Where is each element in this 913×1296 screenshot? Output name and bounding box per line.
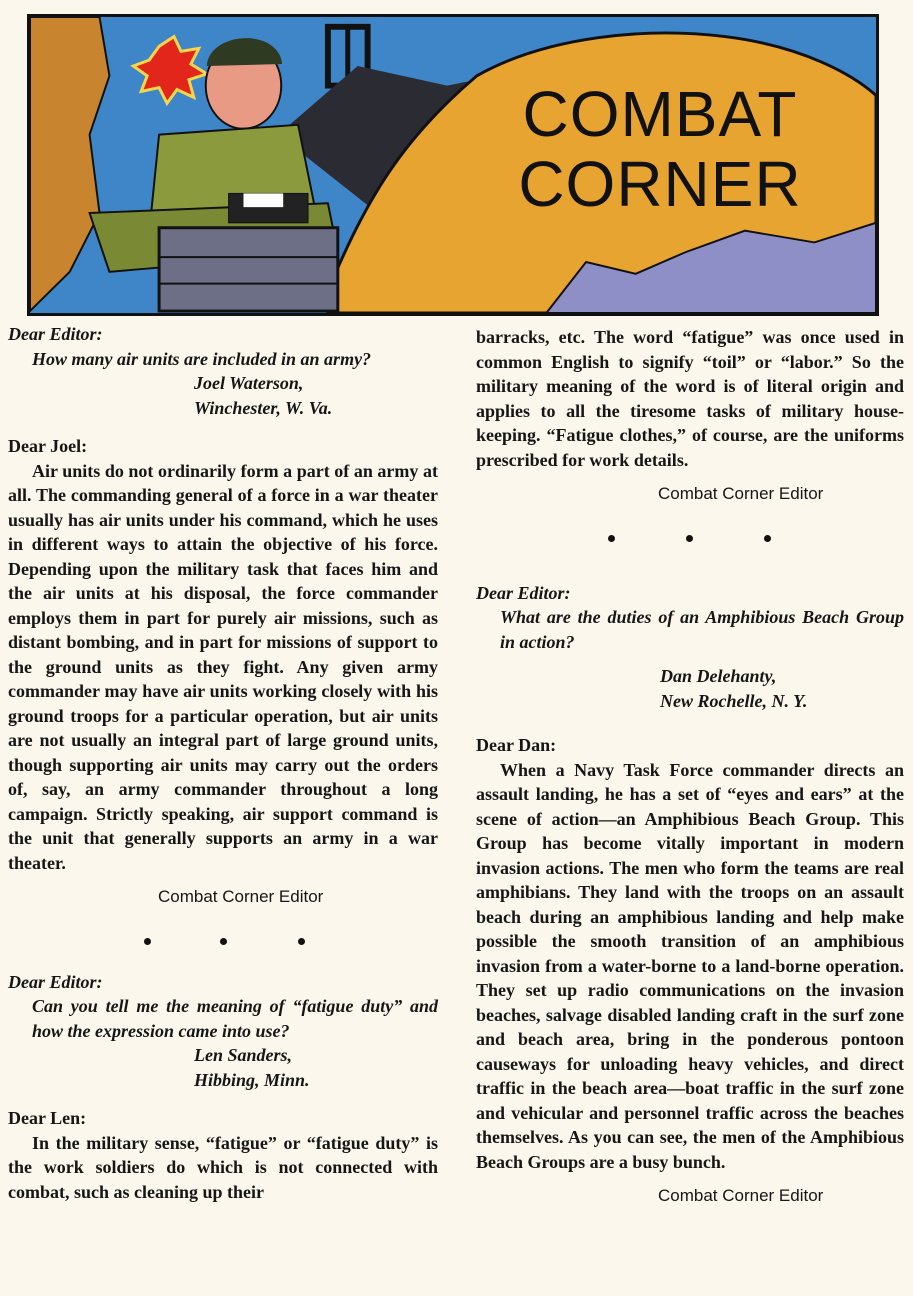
letter3-name: Dan Delehanty, (660, 666, 777, 686)
letter1-name: Joel Waterson, (194, 373, 304, 393)
combat-corner-banner (27, 14, 879, 316)
separator-dot (144, 938, 151, 945)
letter3-signoff: Combat Corner Editor (658, 1186, 824, 1205)
separator-dot (220, 938, 227, 945)
letter2-name: Len Sanders, (194, 1045, 293, 1065)
letter1-answer: Air units do not ordinarily form a part of an army at all. The commanding general of a force in a war theater usually has air units under his command, which he uses in different ways to attain the objective of his force. Depending upon the military task that faces him and the air units at his disposal, the force commander employs them in part for purely air missions, such as distant bombing, and in part for missions of support to the ground units as they fight. Any given army commander may have air units working closely with his ground troops for a particular operation, but air units are not usually an integral part of large ground units, though supporting air units may carry out the orders of, say, an army commander throughout a long campaign. Strictly speaking, air support command is the unit that generally supports an army in a war theater. (8, 460, 438, 873)
letter3-salutation: Dear Editor: (476, 582, 571, 603)
title-line-corner: CORNER (518, 148, 802, 220)
letter2-place: Hibbing, Minn. (194, 1069, 310, 1090)
letter3-answer: When a Navy Task Force commander directs an assault landing, he has a set of “eyes and ears” at the scene of action—an Amphibious Beach Group. This Group has become vitally important in modern invasion actions. The men who form the teams are real amphibians. They land with the troops on an assault beach during an amphibious landing and help make possible the smooth transition of an amphibious invasion from a water-borne to a land-borne operation. They set up radio communications on the invasion beaches, salvage disabled landing craft in the surf zone and beach area, bring in the ponderous pontoon causeways for unloading heavy vehicles, and direct traffic in the beach area—boat traffic in the surf zone and vehicular and personnel traffic across the beaches themselves. As you can see, the men of the Amphibious Beach Groups are a busy bunch. (476, 759, 904, 1172)
letter2-question: Can you tell me the meaning of “fatigue duty” and how the expression came into use? (32, 996, 438, 1041)
letter1-signoff: Combat Corner Editor (158, 887, 324, 906)
letter3-question: What are the duties of an Amphibious Beach Group in action? (500, 607, 904, 652)
left-column (8, 322, 438, 1204)
title-line-combat: COMBAT (522, 78, 798, 150)
letter1-question: How many air units are included in an army? (32, 348, 372, 369)
right-column (476, 325, 904, 1209)
letter3-greeting: Dear Dan: (476, 735, 557, 755)
letter2-greeting: Dear Len: (8, 1108, 87, 1128)
letter1-greeting: Dear Joel: (8, 436, 88, 456)
letter2-answer-part2: barracks, etc. The word “fatigue” was once used in common English to signify “toil” or “labor.” So the military meaning of the word is of literal origin and applies to all the tiresome tasks of military house-keeping. “Fatigue clothes,” of course, are the uniforms prescribed for work details. (476, 327, 904, 470)
separator-dot (764, 535, 771, 542)
separator-dot (686, 535, 693, 542)
letter1-salutation: Dear Editor: (8, 324, 103, 344)
separator-dot (298, 938, 305, 945)
separator-dots (476, 507, 904, 567)
separator-dots (8, 910, 438, 970)
letter2-signoff: Combat Corner Editor (658, 484, 824, 503)
letter2-salutation: Dear Editor: (8, 971, 103, 992)
separator-dot (608, 535, 615, 542)
letter3-place: New Rochelle, N. Y. (660, 690, 808, 711)
letter2-answer-part1: In the military sense, “fatigue” or “fatigue duty” is the work soldiers do which is not connected with combat, such as cleaning up their (8, 1132, 438, 1202)
letter1-place: Winchester, W. Va. (194, 397, 333, 418)
banner-title (500, 79, 820, 219)
